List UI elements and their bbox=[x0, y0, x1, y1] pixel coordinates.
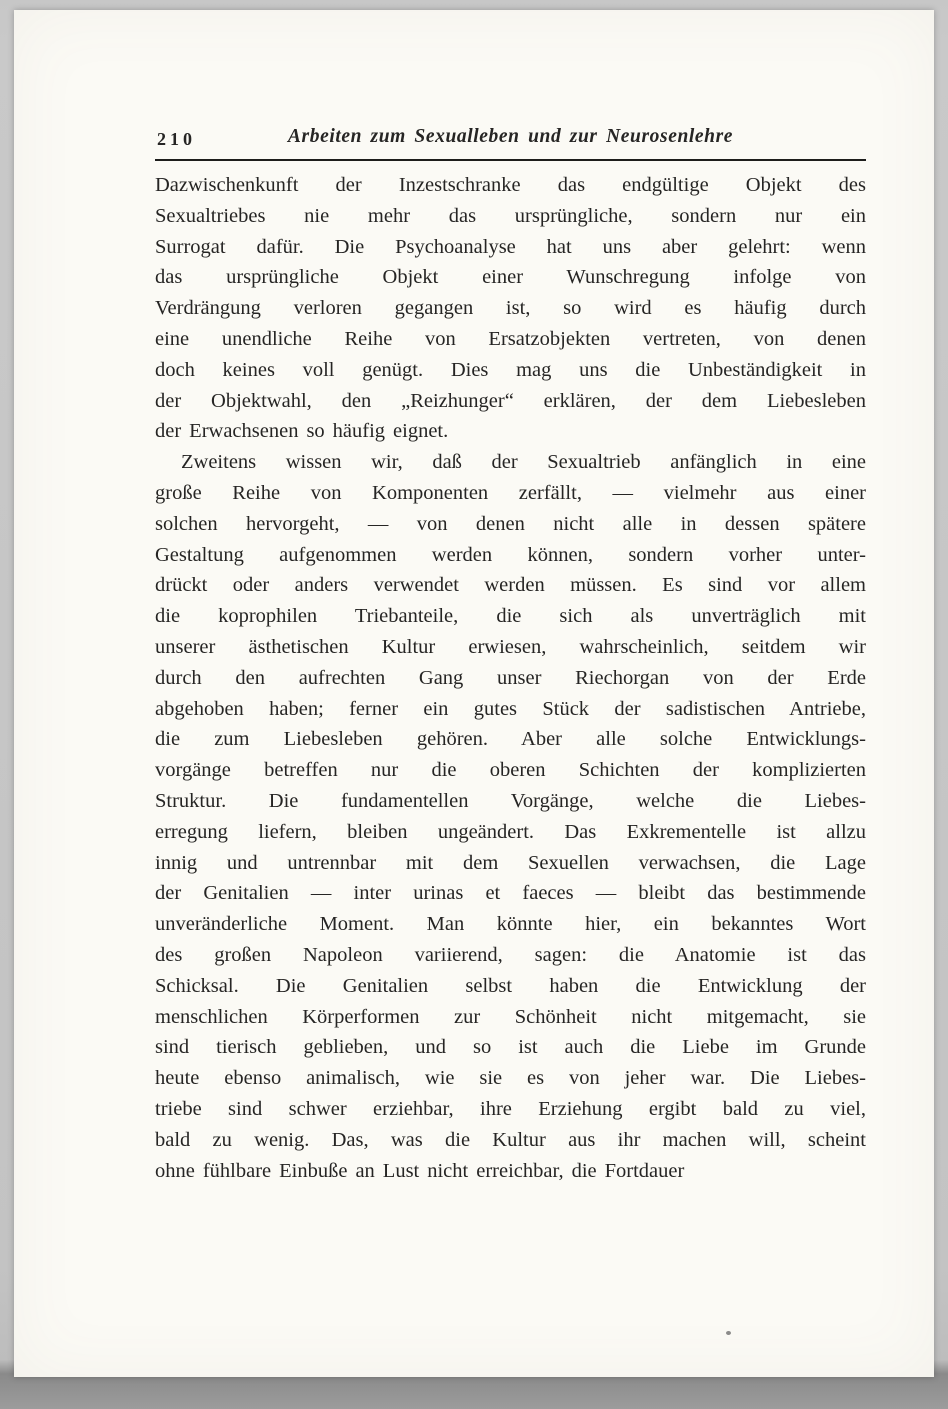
text-line: durch den aufrechten Gang unser Riechorgan von der Erde bbox=[155, 666, 866, 689]
text-line: doch keines voll genügt. Dies mag uns die Unbeständigkeit in bbox=[155, 358, 866, 381]
text-line: erregung liefern, bleiben ungeändert. Das Exkrementelle ist allzu bbox=[155, 820, 866, 843]
text-line: unserer ästhetischen Kultur erwiesen, wahrscheinlich, seitdem wir bbox=[155, 635, 866, 658]
text-line: die zum Liebesleben gehören. Aber alle solche Entwicklungs- bbox=[155, 728, 866, 751]
book-page bbox=[14, 10, 934, 1377]
text-line: Zweitens wissen wir, daß der Sexualtrieb anfänglich in eine bbox=[181, 451, 866, 474]
text-line: bald zu wenig. Das, was die Kultur aus ihr machen will, scheint bbox=[155, 1128, 866, 1151]
text-line: triebe sind schwer erziehbar, ihre Erziehung ergibt bald zu viel, bbox=[155, 1097, 866, 1120]
page-body bbox=[155, 170, 866, 1186]
text-line: Verdrängung verloren gegangen ist, so wird es häufig durch bbox=[155, 297, 866, 320]
running-header-title: Arbeiten zum Sexualleben und zur Neurosenlehre bbox=[287, 126, 734, 147]
text-line: drückt oder anders verwendet werden müssen. Es sind vor allem bbox=[155, 574, 866, 597]
text-line: solchen hervorgeht, — von denen nicht alle in dessen spätere bbox=[155, 512, 866, 535]
text-line: vorgänge betreffen nur die oberen Schichten der komplizierten bbox=[155, 759, 866, 782]
text-line: innig und untrennbar mit dem Sexuellen verwachsen, die Lage bbox=[155, 851, 866, 874]
text-line: Gestaltung aufgenommen werden können, sondern vorher unter- bbox=[155, 543, 866, 566]
text-line: Surrogat dafür. Die Psychoanalyse hat uns aber gelehrt: wenn bbox=[155, 235, 866, 258]
text-line: der Genitalien — inter urinas et faeces — bleibt das bestimmende bbox=[155, 882, 866, 905]
text-line: eine unendliche Reihe von Ersatzobjekten vertreten, von denen bbox=[155, 327, 866, 350]
text-line: sind tierisch geblieben, und so ist auch die Liebe im Grunde bbox=[155, 1036, 866, 1059]
text-line: des großen Napoleon variierend, sagen: die Anatomie ist das bbox=[155, 943, 866, 966]
text-line: Schicksal. Die Genitalien selbst haben die Entwicklung der bbox=[155, 974, 866, 997]
text-line: die koprophilen Triebanteile, die sich als unverträglich mit bbox=[155, 605, 866, 628]
text-line: Sexualtriebes nie mehr das ursprüngliche, sondern nur ein bbox=[155, 204, 866, 227]
paragraph bbox=[155, 447, 866, 1186]
text-line: das ursprüngliche Objekt einer Wunschregung infolge von bbox=[155, 266, 866, 289]
text-line: unveränderliche Moment. Man könnte hier, ein bekanntes Wort bbox=[155, 913, 866, 936]
text-line: Dazwischenkunft der Inzestschranke das endgültige Objekt des bbox=[155, 174, 866, 196]
scan-speck bbox=[726, 1331, 731, 1335]
page-header bbox=[155, 126, 866, 156]
header-rule bbox=[155, 159, 866, 161]
text-line: der Erwachsenen so häufig eignet. bbox=[155, 420, 449, 443]
text-line: heute ebenso animalisch, wie sie es von jeher war. Die Liebes- bbox=[155, 1067, 866, 1090]
text-line: abgehoben haben; ferner ein gutes Stück der sadistischen Antriebe, bbox=[155, 697, 866, 720]
text-line: der Objektwahl, den „Reizhunger“ erklären, der dem Liebesleben bbox=[155, 389, 866, 412]
paragraph bbox=[155, 170, 866, 447]
page-number: 210 bbox=[157, 129, 196, 149]
text-line: ohne fühlbare Einbuße an Lust nicht erreichbar, die Fortdauer bbox=[155, 1159, 685, 1182]
text-line: menschlichen Körperformen zur Schönheit nicht mitgemacht, sie bbox=[155, 1005, 866, 1028]
text-line: große Reihe von Komponenten zerfällt, — vielmehr aus einer bbox=[155, 481, 866, 504]
text-line: Struktur. Die fundamentellen Vorgänge, welche die Liebes- bbox=[155, 789, 866, 812]
